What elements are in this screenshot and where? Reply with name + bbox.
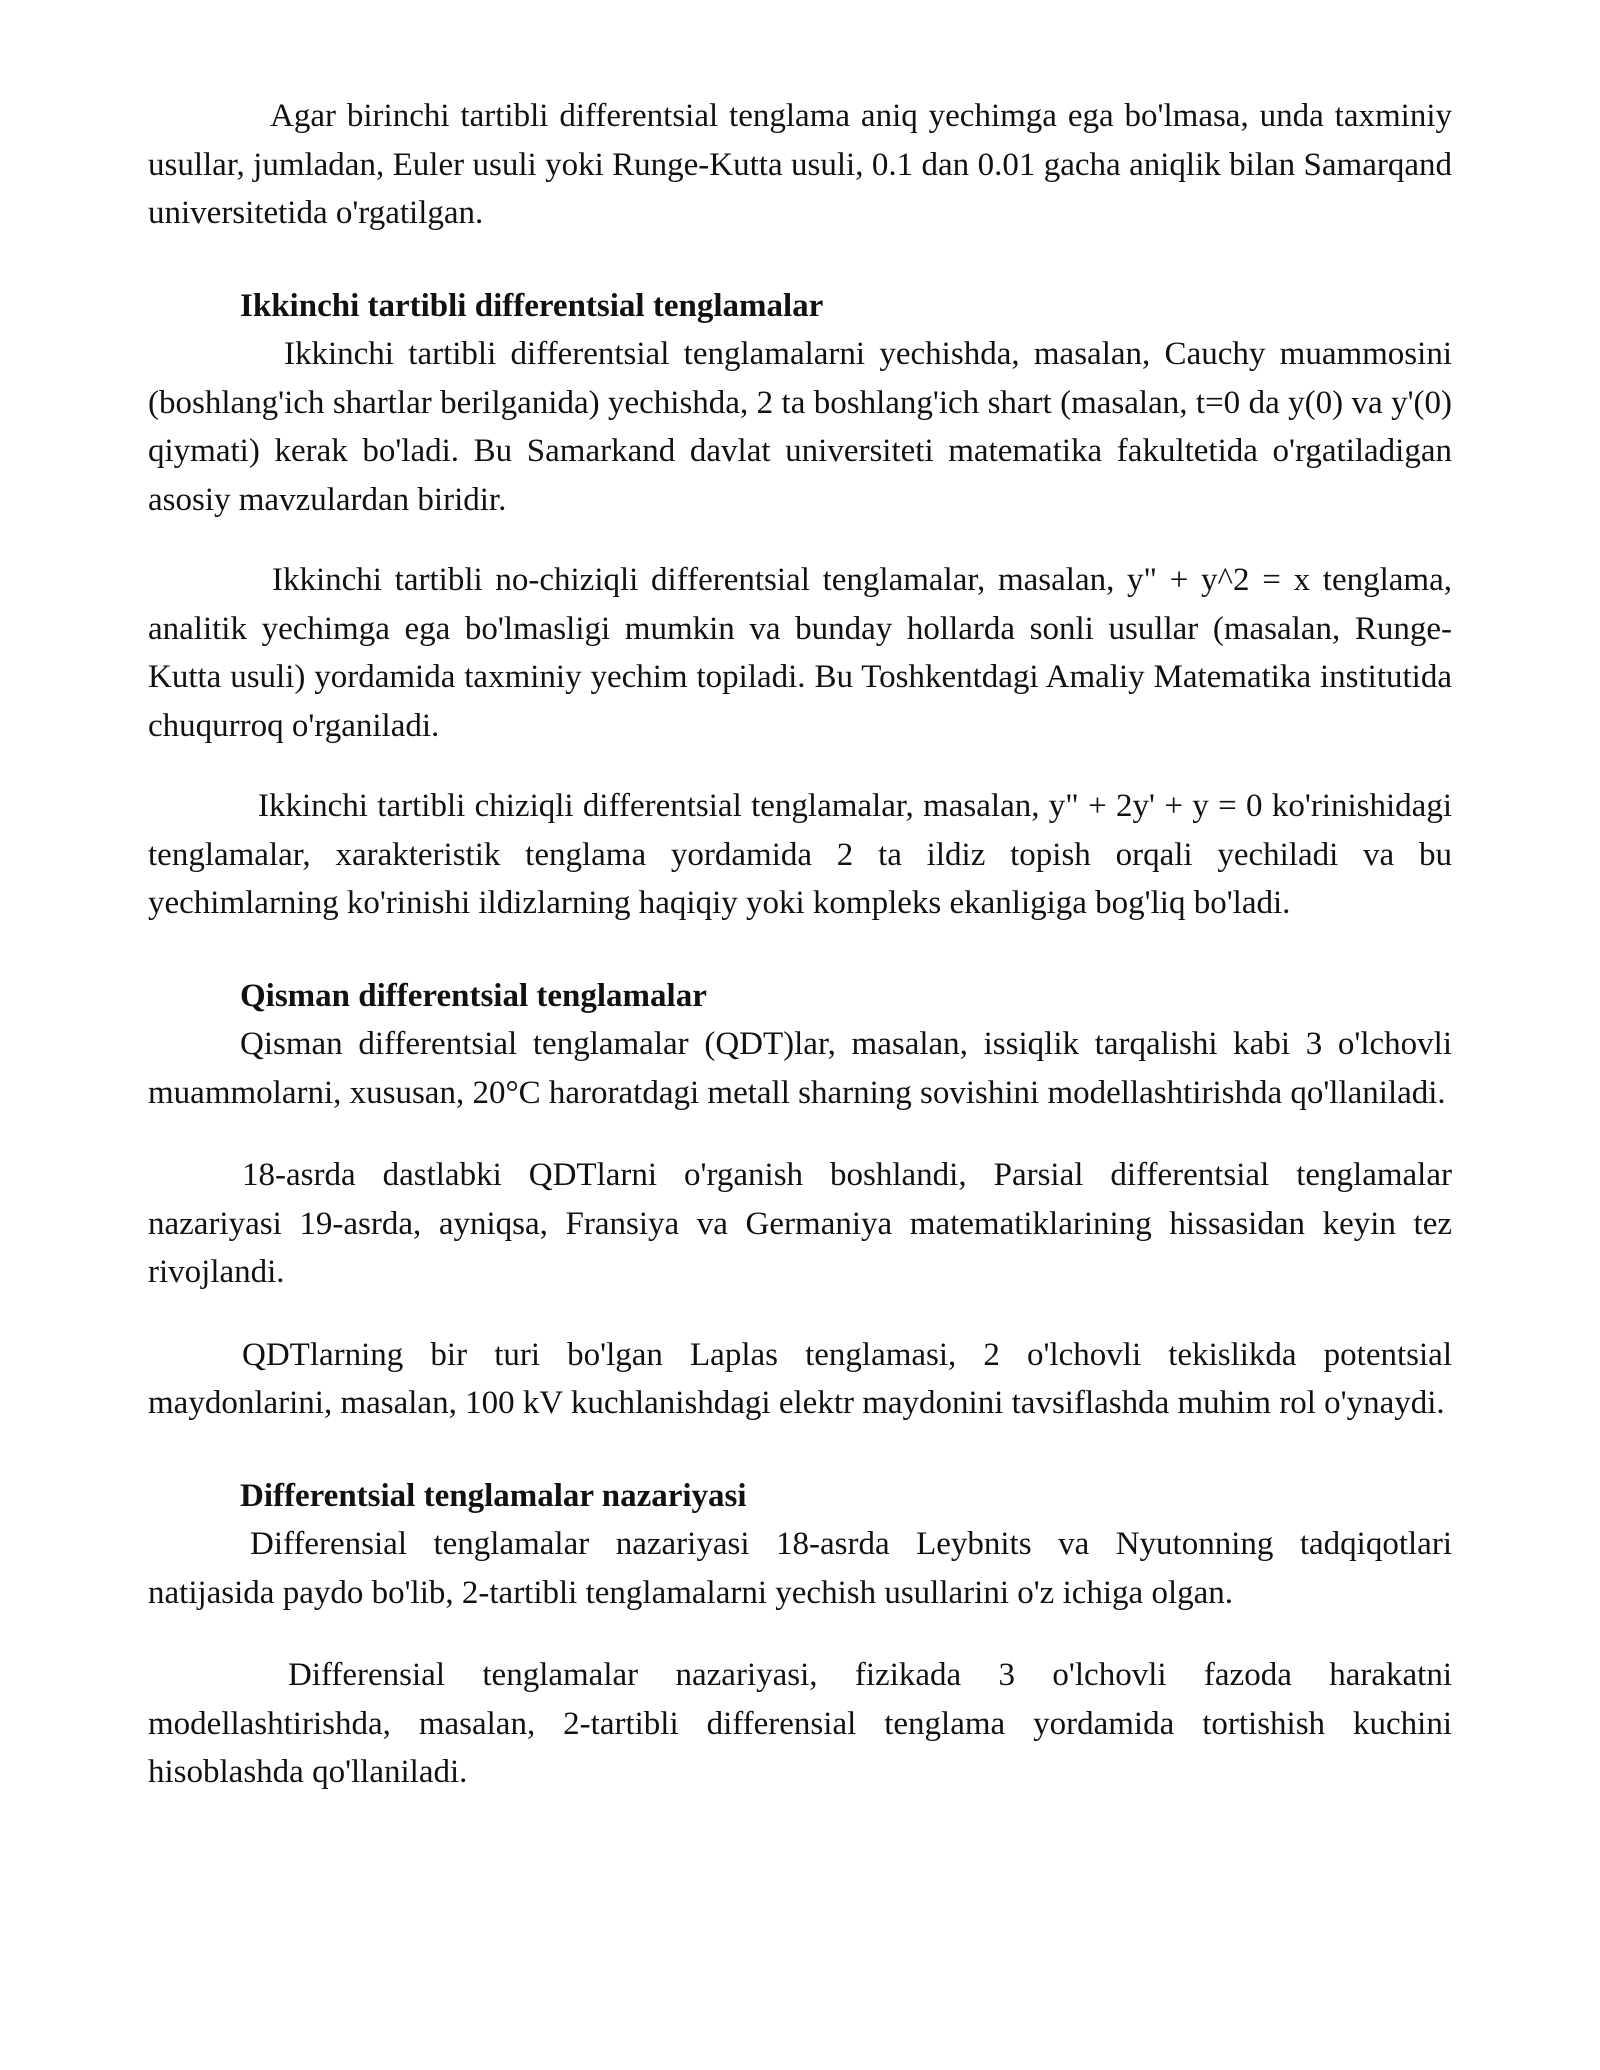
- paragraph-cauchy-problem: Ikkinchi tartibli differentsial tenglamalarni yechishda, masalan, Cauchy muammosini (boshlang'ich shartlar berilganida) yechishda, 2 ta boshlang'ich shart (masalan, t=0 da y(0) va y'(0) qiymati) kerak bo'ladi. Bu Samarkand davlat universiteti matematika fakultetida o'rgatiladigan asosiy mavzulardan biridir.: [148, 336, 1452, 518]
- paragraph-nonlinear-equations: Ikkinchi tartibli no-chiziqli differentsial tenglamalar, masalan, y" + y^2 = x tenglama, analitik yechimga ega bo'lmasligi mumkin va bunday hollarda sonli usullar (masalan, Runge-Kutta usuli) yordamida taxminiy yechim topiladi. Bu Toshkentdagi Amaliy Matematika institutida chuqurroq o'rganiladi.: [148, 562, 1452, 744]
- heading-second-order-equations: Ikkinchi tartibli differentsial tenglamalar: [240, 287, 824, 324]
- paragraph-euler-runge-kutta: Agar birinchi tartibli differentsial tenglama aniq yechimga ega bo'lmasa, unda taxminiy usullar, jumladan, Euler usuli yoki Runge-Kutta usuli, 0.1 dan 0.01 gacha aniqlik bilan Samarqand universitetida o'rgatilgan.: [148, 98, 1452, 231]
- paragraph-partial-equations-heat: Qisman differentsial tenglamalar (QDT)lar, masalan, issiqlik tarqalishi kabi 3 o'lchovli muammolarni, xususan, 20°C haroratdagi metall sharning sovishini modellashtirishda qo'llaniladi.: [148, 1026, 1452, 1111]
- paragraph-theory-history: Differensial tenglamalar nazariyasi 18-asrda Leybnits va Nyutonning tadqiqotlari natijasida paydo bo'lib, 2-tartibli tenglamalarni yechish usullarini o'z ichiga olgan.: [148, 1526, 1452, 1611]
- document-page: [148, 92, 1452, 1797]
- paragraph-linear-equations: Ikkinchi tartibli chiziqli differentsial tenglamalar, masalan, y" + 2y' + y = 0 ko'rinishidagi tenglamalar, xarakteristik tenglama yordamida 2 ta ildiz topish orqali yechiladi va bu yechimlarning ko'rinishi ildizlarning haqiqiy yoki kompleks ekanligiga bog'liq bo'ladi.: [148, 788, 1452, 921]
- heading-partial-equations: Qisman differentsial tenglamalar: [240, 977, 707, 1014]
- paragraph-theory-physics: Differensial tenglamalar nazariyasi, fizikada 3 o'lchovli fazoda harakatni modellashtirishda, masalan, 2-tartibli differensial tenglama yordamida tortishish kuchini hisoblashda qo'llaniladi.: [148, 1657, 1452, 1790]
- heading-theory-of-equations: Differentsial tenglamalar nazariyasi: [240, 1477, 747, 1514]
- paragraph-partial-equations-history: 18-asrda dastlabki QDTlarni o'rganish boshlandi, Parsial differentsial tenglamalar nazariyasi 19-asrda, ayniqsa, Fransiya va Germaniya matematiklarining hissasidan keyin tez rivojlandi.: [148, 1157, 1452, 1290]
- paragraph-laplace-equation: QDTlarning bir turi bo'lgan Laplas tenglamasi, 2 o'lchovli tekislikda potentsial maydonlarini, masalan, 100 kV kuchlanishdagi elektr maydonini tavsiflashda muhim rol o'ynaydi.: [148, 1336, 1452, 1421]
